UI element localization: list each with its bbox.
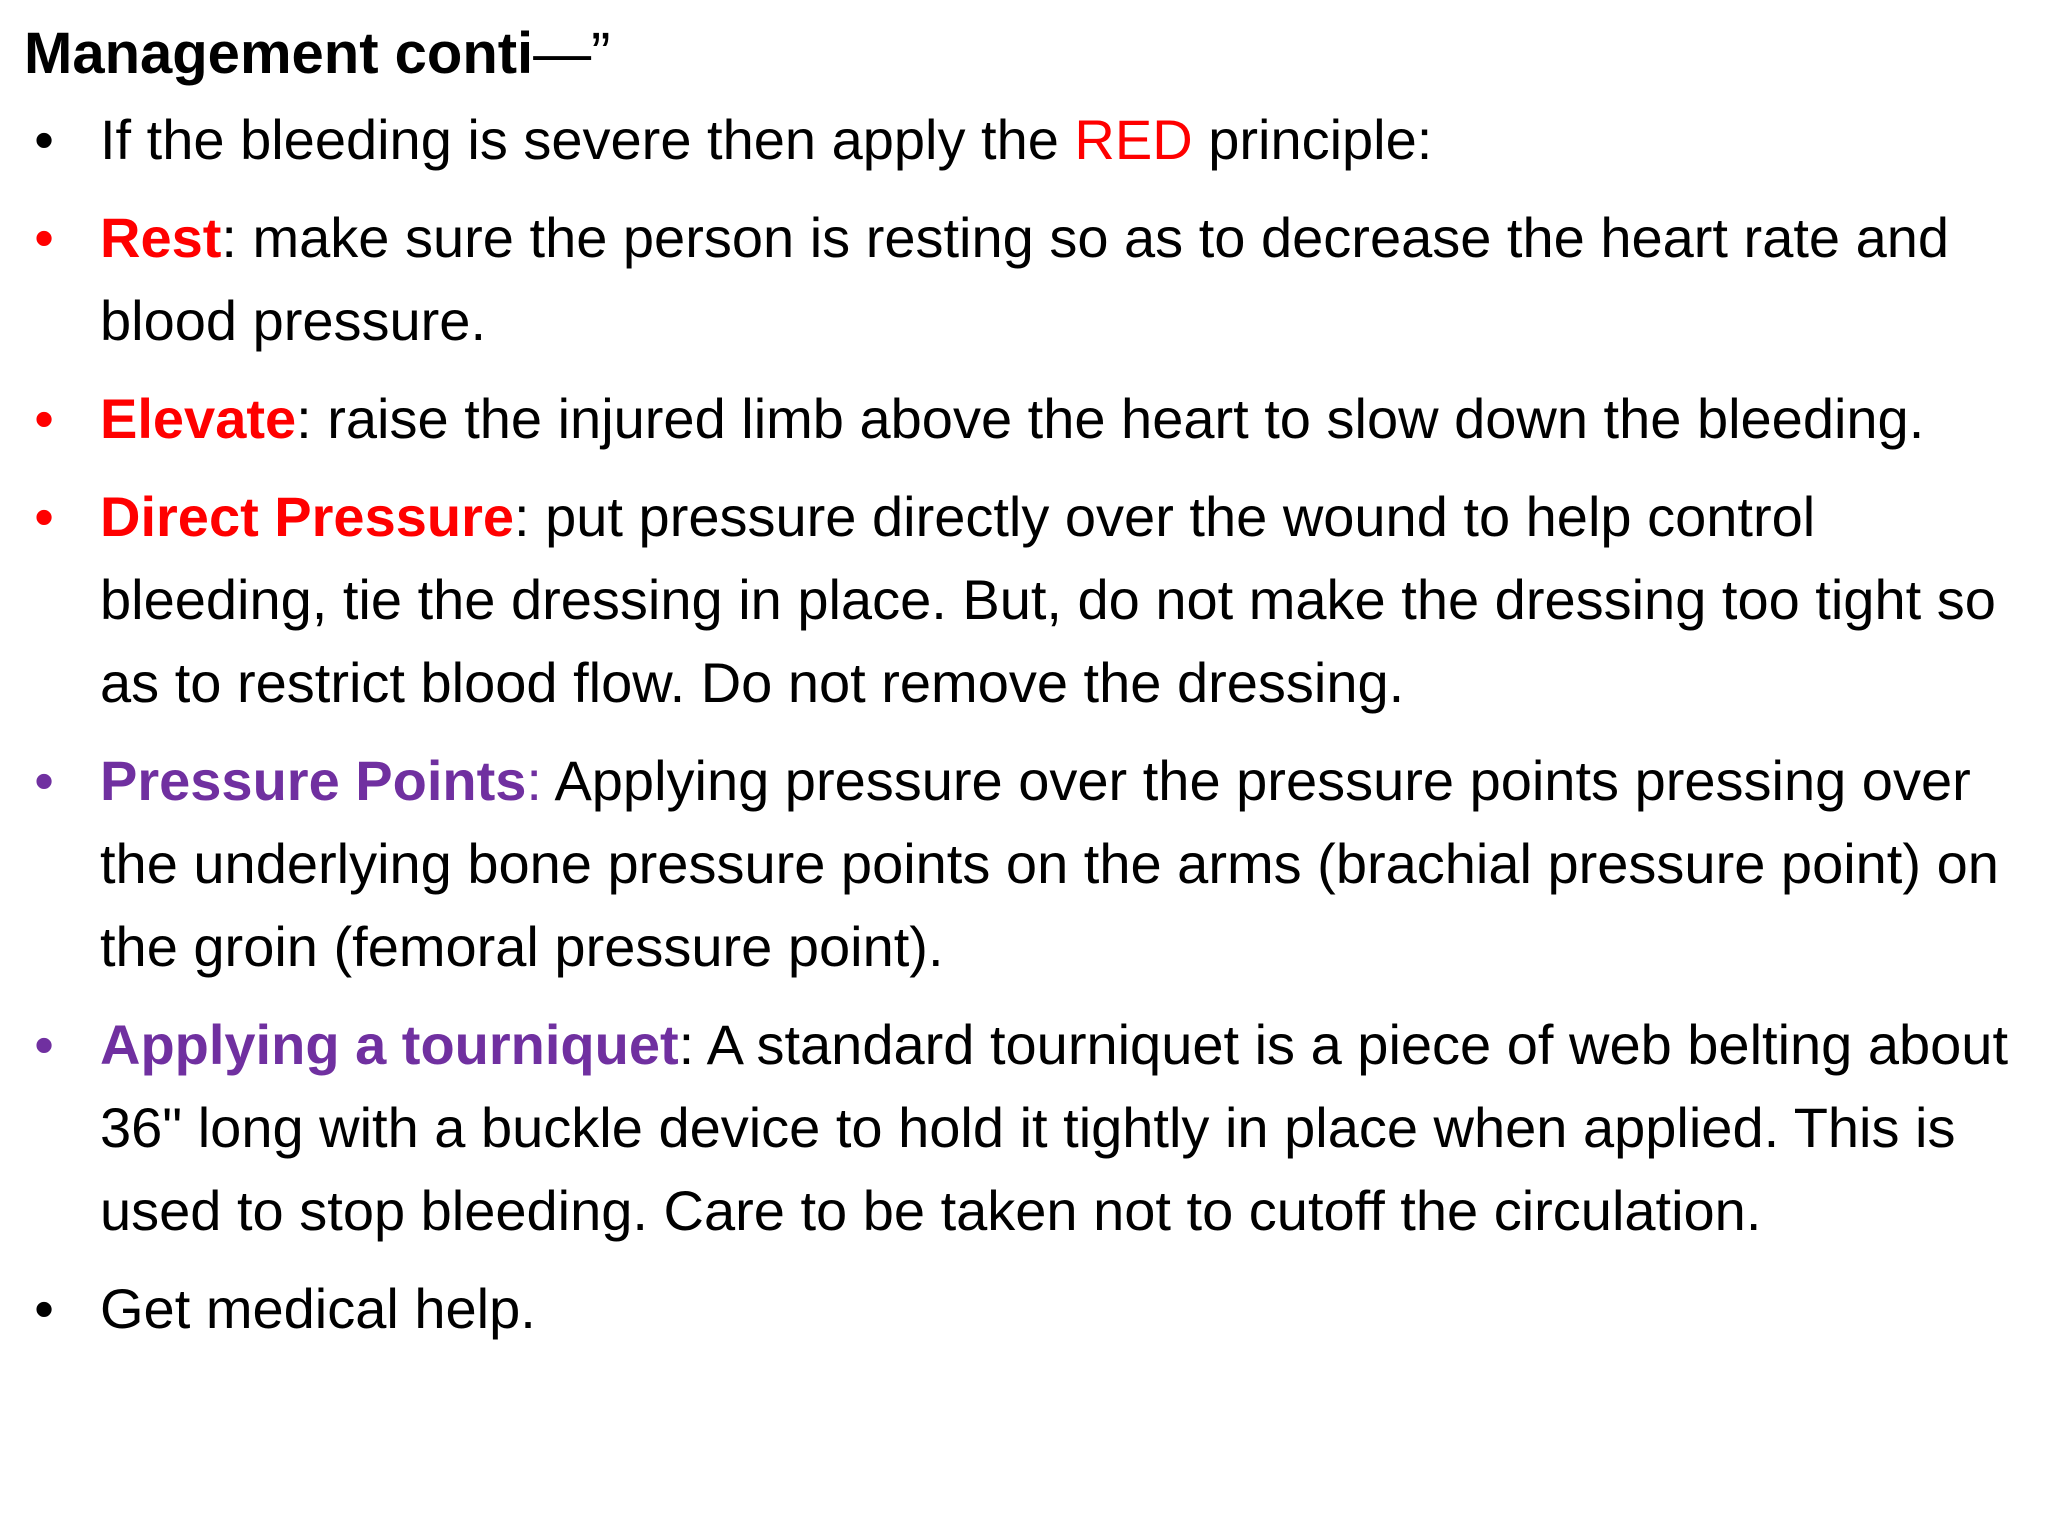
bullet-item-tourniquet [24, 1003, 2008, 1252]
closing-text: Get medical help. [100, 1277, 536, 1340]
slide-title-main: Management conti [24, 21, 534, 86]
term-separator: : [514, 485, 530, 548]
bullet-dot-icon: • [34, 206, 54, 269]
bullet-item-elevate [24, 377, 2008, 460]
term-elevate: Elevate [100, 387, 297, 450]
bullet-item-pressure-points [24, 739, 2008, 988]
bullet-item-intro [24, 98, 2008, 181]
term-tourniquet: Applying a tourniquet [100, 1013, 679, 1076]
intro-text-before: If the bleeding is severe then apply the [100, 108, 1075, 171]
intro-text-after: principle: [1192, 108, 1433, 171]
bullet-item-direct-pressure [24, 475, 2008, 724]
item-text: raise the injured limb above the heart to slow down the bleeding. [311, 387, 1925, 450]
intro-highlight: RED [1074, 108, 1193, 171]
bullet-list [24, 98, 2008, 1350]
bullet-dot-icon: • [34, 1013, 54, 1076]
slide-title [24, 14, 2008, 94]
slide-title-suffix: —” [533, 21, 611, 86]
term-separator: : [221, 206, 237, 269]
bullet-dot-icon: • [34, 1277, 54, 1340]
item-text: put pressure directly over the wound to help control bleeding, tie the dressing in place. But, do not make the dressing too tight so as to restrict blood flow. Do not remove the dressing. [100, 485, 1996, 714]
term-separator: : [296, 387, 312, 450]
bullet-dot-icon: • [34, 387, 54, 450]
bullet-item-rest [24, 196, 2008, 362]
item-text: A standard tourniquet is a piece of web belting about 36" long with a buckle device to hold it tightly in place when applied. This is used to stop bleeding. Care to be taken not to cutoff the circulation. [100, 1013, 2008, 1242]
item-text: Applying pressure over the pressure points pressing over the underlying bone pressure points on the arms (brachial pressure point) on the groin (femoral pressure point). [100, 749, 1999, 978]
bullet-item-closing [24, 1267, 2008, 1350]
bullet-dot-icon: • [34, 485, 54, 548]
item-text: make sure the person is resting so as to decrease the heart rate and blood pressure. [100, 206, 1950, 352]
term-separator: : [678, 1013, 695, 1076]
bullet-dot-icon: • [34, 108, 54, 171]
bullet-dot-icon: • [34, 749, 54, 812]
term-rest: Rest [100, 206, 222, 269]
term-separator: : [526, 749, 542, 812]
term-direct-pressure: Direct Pressure [100, 485, 515, 548]
term-pressure-points: Pressure Points [100, 749, 527, 812]
